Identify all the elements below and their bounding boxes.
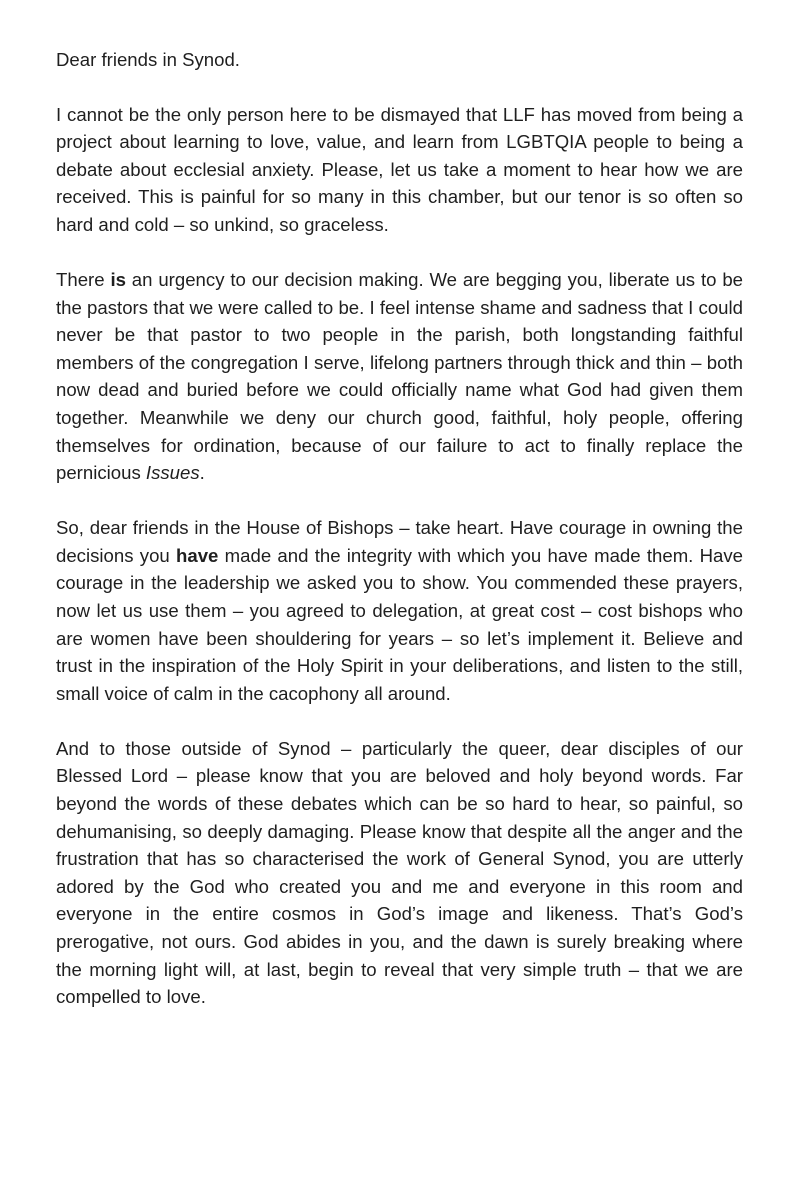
paragraph-4: And to those outside of Synod – particularly the queer, dear disciples of our Blessed Lord – please know that you are beloved and holy beyond words. Far beyond the words of these debates which can be so hard to hear, so painful, so dehumanising, so deeply damaging. Please know that despite all the anger and the frustration that has so characterised the work of General Synod, you are utterly adored by the God who created you and me and everyone in this room and everyone in the entire cosmos in God’s image and likeness. That’s God’s prerogative, not ours. God abides in you, and the dawn is surely breaking where the morning light will, at last, begin to reveal that very simple truth – that we are compelled to love. xyxy=(56,737,743,1008)
salutation: Dear friends in Synod. xyxy=(56,49,240,70)
paragraph-3-rest: made and the integrity with which you have made them. Have courage in the leadership we asked you to show. You commended these prayers, now let us use them – you agreed to delegation, at great cost – cost bishops who are women have been shouldering for years – so let’s implement it. Believe and trust in the inspiration of the Holy Spirit in your deliberations, and listen to the still, small voice of calm in the cacophony all around. xyxy=(56,544,744,704)
paragraph-2 xyxy=(56,266,743,487)
paragraph-2-lead: There xyxy=(56,268,111,290)
paragraph-2-end: . xyxy=(199,462,205,484)
paragraph-2-emphasis: is xyxy=(110,268,126,290)
paragraph-3-lead: So, dear friends in the House of Bishops – take heart. Have courage in owning the decisions you xyxy=(56,517,743,566)
paragraph-2-middle: an urgency to our decision making. We are begging you, liberate us to be the pastors that we were called to be. I feel intense shame and sadness that I could never be that pastor to two people in the parish, both longstanding faithful members of the congregation I serve, lifelong partners through thick and thin – both now dead and buried before we could officially name what God had given them together. Meanwhile we deny our church good, faithful, holy people, offering themselves for ordination, because of our failure to act to finally replace the pernicious xyxy=(56,268,743,484)
paragraph-3-emphasis: have xyxy=(176,544,219,566)
paragraph-3 xyxy=(56,514,743,707)
paragraph-2-italic: Issues xyxy=(145,462,200,484)
paragraph-1: I cannot be the only person here to be dismayed that LLF has moved from being a project about learning to love, value, and learn from LGBTQIA people to being a debate about ecclesial anxiety. Please, let us take a moment to hear how we are received. This is painful for so many in this chamber, but our tenor is so often so hard and cold – so unkind, so graceless. xyxy=(56,103,743,235)
